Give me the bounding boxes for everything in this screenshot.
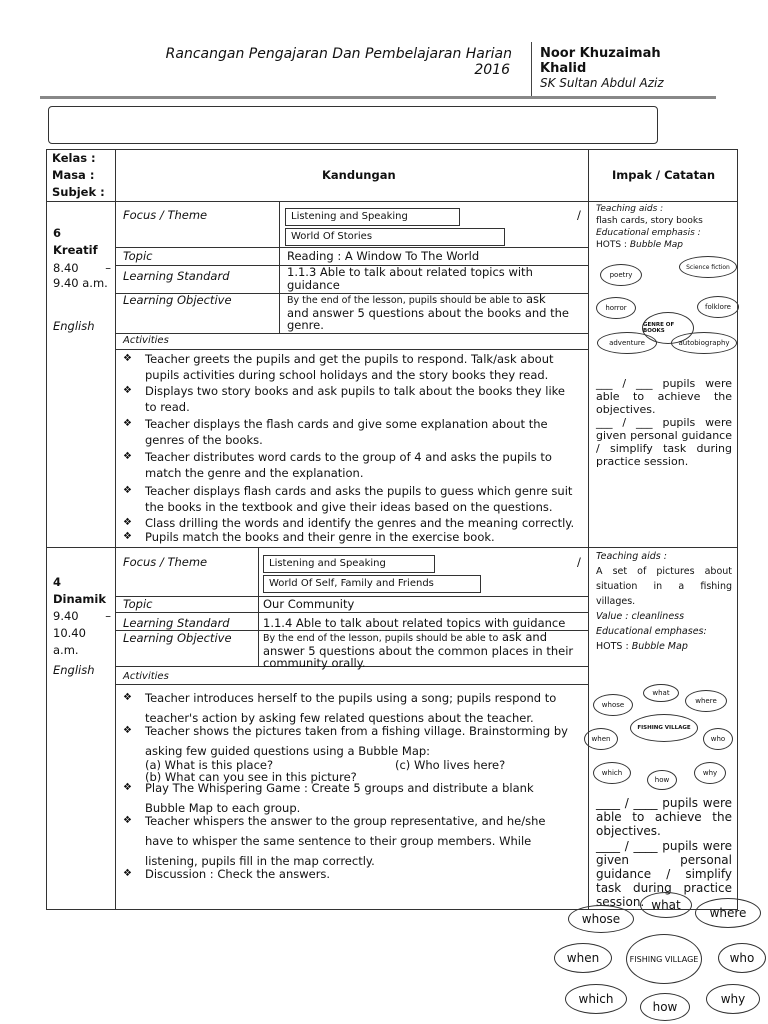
learning-standard-label: Learning Standard [123,269,230,283]
header-rule [40,96,716,99]
bubble-node: adventure [597,332,657,354]
bubble-node: how [647,770,677,790]
impact-note-objectives: ____ / ____ pupils were able to achieve the objectives. [596,796,732,838]
activity-item: ❖ Class drilling the words and identify the genres and the meaning correctly. [123,516,575,530]
activities-label: Activities [123,335,169,346]
impact-note-objectives: ___ / ___ pupils were able to achieve the objectives. [596,377,732,416]
bubble-node: who [718,943,766,973]
learning-standard-value: 1.1.4 Able to talk about related topics with guidance [263,616,566,630]
bubble-map-village-center: FISHING VILLAGE [630,714,698,742]
activity-item: ❖ Teacher shows the pictures taken from a fishing village. Brainstorming by asking few guided questions using a Bubble Map: (a) What is this place? (c) Who lives here? (b) What can you see in this picture? [123,724,568,784]
focus-box: Listening and Speaking [285,208,460,226]
activity-item: ❖ Displays two story books and ask pupils to talk about the books they like to read. [123,384,565,414]
theme-box: World Of Self, Family and Friends [263,575,481,593]
activities-label: Activities [123,671,169,682]
bubble-node: horror [596,297,636,319]
bubble-node: who [703,728,733,750]
bubble-node: why [706,984,760,1014]
lesson-time: 8.40 – 9.40 a.m. [53,261,111,290]
learning-standard-value: 1.1.3 Able to talk about related topics with guidance [287,265,533,292]
topic-label: Topic [123,249,153,263]
learning-objective-value: By the end of the lesson, pupils should be able to ask and answer 5 questions about the books and the genre. [287,292,569,332]
class-number: 4 [53,575,62,589]
bubble-map-large-center: FISHING VILLAGE [626,934,702,984]
teacher-name: Noor Khuzaimah Khalid [540,46,661,76]
header-divider [531,42,532,98]
bubble-node: where [685,690,727,712]
bubble-node: folklore [697,296,739,318]
bubble-node: when [584,728,618,750]
activity-item: ❖ Teacher whispers the answer to the group representative, and he/she have to whisper the same sentence to their group members. While listening, pupils fill in the map correctly. [123,814,546,868]
school-name: SK Sultan Abdul Aziz [540,76,664,90]
focus-label: Focus / Theme [123,208,208,222]
learning-objective-value: By the end of the lesson, pupils should be able to ask and answer 5 questions about the common places in their community orally. [263,630,574,670]
bubble-node: where [695,898,761,928]
focus-label: Focus / Theme [123,555,208,569]
plan-title: Rancangan Pengajaran Dan Pembelajaran Harian 2016 [165,46,512,78]
topic-value: Reading : A Window To The World [287,249,480,263]
activity-item: ❖ Teacher introduces herself to the pupils using a song; pupils respond to teacher's action by asking few related questions about the teacher. [123,691,557,725]
lesson-time: 9.40 – 10.40 a.m. [53,609,111,657]
activity-item: ❖ Pupils match the books and their genre in the exercise book. [123,530,495,544]
bubble-node: what [640,892,692,918]
topic-value: Our Community [263,597,355,611]
impact-note-guidance: ___ / ___ pupils were given personal guidance / simplify task during practice session. [596,416,732,468]
activity-item: ❖ Discussion : Check the answers. [123,867,331,881]
bubble-node: how [640,993,690,1021]
activity-item: ❖ Teacher displays the flash cards and give some explanation about the genres of the books. [123,417,548,447]
focus-slash: / [577,555,581,569]
bubble-node: when [554,943,612,973]
bubble-node: poetry [600,264,642,286]
class-name: Dinamik [53,592,107,606]
col-header-impact: Impak / Catatan [612,168,716,182]
bubble-node: which [565,984,627,1014]
bubble-map-genre-center: GENRE OF BOOKS [642,312,694,344]
bubble-node: which [593,762,631,784]
bubble-node: autobiography [671,332,737,354]
impact-notes-1: Teaching aids : flash cards, story books Educational emphasis : HOTS : Bubble Map [596,204,703,250]
bubble-node: whose [593,694,633,716]
blank-title-box [48,106,658,144]
bubble-node: Science fiction [679,256,737,278]
bubble-node: why [694,762,726,784]
activity-item: ❖ Teacher distributes word cards to the group of 4 and asks the pupils to match the genre and the explanation. [123,450,552,480]
impact-notes-2: Teaching aids : A set of pictures about situation in a fishing villages. Value : cleanliness Educational emphases: HOTS : Bubble Map [596,551,732,652]
lesson-plan-table [46,149,738,910]
subject: English [53,663,95,677]
subject: English [53,319,95,333]
class-name: Kreatif [53,243,98,257]
activity-item: ❖ Teacher displays flash cards and asks the pupils to guess which genre suit the books in the textbook and give their ideas based on the questions. [123,484,573,514]
impact-note-guidance: ____ / ____ pupils were given personal guidance / simplify task during practice session. [596,839,732,909]
col-header-content: Kandungan [322,168,396,182]
focus-box: Listening and Speaking [263,555,435,573]
class-number: 6 [53,226,62,240]
col-header-class: Kelas : Masa : Subjek : [52,151,105,199]
learning-objective-label: Learning Objective [123,293,232,307]
activity-item: ❖ Play The Whispering Game : Create 5 groups and distribute a blank Bubble Map to each group. [123,781,534,815]
topic-label: Topic [123,597,153,611]
learning-standard-label: Learning Standard [123,616,230,630]
activity-item: ❖ Teacher greets the pupils and get the pupils to respond. Talk/ask about pupils activities during school holidays and the story books they read. [123,352,554,382]
bubble-node: what [643,684,679,702]
theme-box: World Of Stories [285,228,505,246]
focus-slash: / [577,208,581,222]
learning-objective-label: Learning Objective [123,631,232,645]
bubble-node: whose [568,905,634,933]
